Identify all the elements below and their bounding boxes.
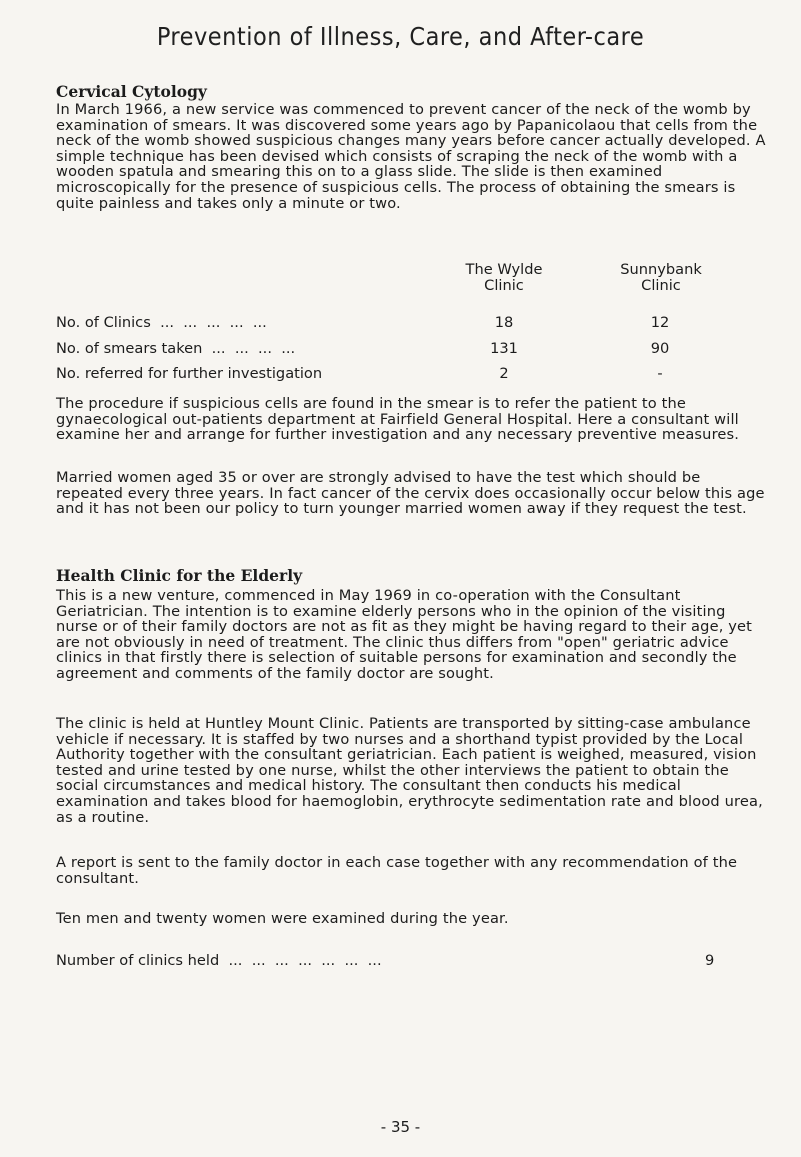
column-header-sunnybank: Sunnybank Clinic [620,261,702,294]
cell-sunnybank: 90 [650,340,670,357]
paragraph-elderly-intro: This is a new venture, commenced in May 1969 in co-operation with the Consultant Geriatrician. The intention is to examine elderly persons who in the opinion of the visiting nurse or of their family doctors are not as fit as they might be having regard to their age, yet are not obviously in need of treatment. The clinic thus differs from "open" geriatric advice clinics in that firstly there is selection of suitable persons for examination and secondly the agreement and comments of the family doctor are sought. [56,587,753,682]
paragraph-cervical-advice: Married women aged 35 or over are strongly advised to have the test which should be repeated every three years. In fact cancer of the cervix does occasionally occur below this age and it has not been our policy to turn younger married women away if they request the test. [56,469,765,518]
paragraph-elderly-report: A report is sent to the family doctor in each case together with any recommendation of the consultant. [56,854,738,887]
table-row [56,314,768,332]
paragraph-elderly-procedure: The clinic is held at Huntley Mount Clinic. Patients are transported by sitting-case ambulance vehicle if necessary. It is staffed by two nurses and a shorthand typist provided by the Local Authority together with the consultant geriatrician. Each patient is weighed, measured, vision tested and urine tested by one nurse, whilst the other interviews the patient to obtain the social circumstances and medical history. The consultant then conducts his medical examination and takes blood for haemoglobin, erythrocyte sedimentation rate and blood urea, as a routine. [56,715,763,826]
page-number: - 35 - [380,1118,421,1136]
cell-wylde: 2 [499,365,509,382]
clinics-held-label: Number of clinics held ... ... ... ... ... ... ... [56,952,382,969]
cell-sunnybank: 12 [650,314,670,331]
row-label: No. of smears taken ... ... ... ... [56,340,296,357]
paragraph-cervical-procedure: The procedure if suspicious cells are found in the smear is to refer the patient to the gynaecological out-patients department at Fairfield General Hospital. Here a consultant will examine her and arrange for further investigation and any necessary preventive measures. [56,395,740,444]
row-label: No. of Clinics ... ... ... ... ... [56,314,267,331]
table-row [56,365,768,383]
cell-sunnybank: - [657,365,663,382]
section-heading-elderly-clinic: Health Clinic for the Elderly [56,566,303,585]
table-row [56,340,768,358]
running-title: Prevention of Illness, Care, and After-care [156,22,645,51]
cervical-statistics-table [56,262,768,382]
paragraph-elderly-attendance: Ten men and twenty women were examined during the year. [56,910,509,927]
section-heading-cervical-cytology: Cervical Cytology [56,82,207,101]
cell-wylde: 131 [490,340,518,357]
cell-wylde: 18 [494,314,514,331]
paragraph-cervical-intro: In March 1966, a new service was commenced to prevent cancer of the neck of the womb by examination of smears. It was discovered some years ago by Papanicolaou that cells from the neck of the womb showed suspicious changes many years before cancer actually developed. A simple technique has been devised which consists of scraping the neck of the womb with a wooden spatula and smearing this on to a glass slide. The slide is then examined microscopically for the presence of suspicious cells. The process of obtaining the smears is quite painless and takes only a minute or two. [56,101,766,212]
column-header-wylde: The Wylde Clinic [465,261,543,294]
clinics-held-value: 9 [705,952,715,969]
row-label: No. referred for further investigation [56,365,323,382]
